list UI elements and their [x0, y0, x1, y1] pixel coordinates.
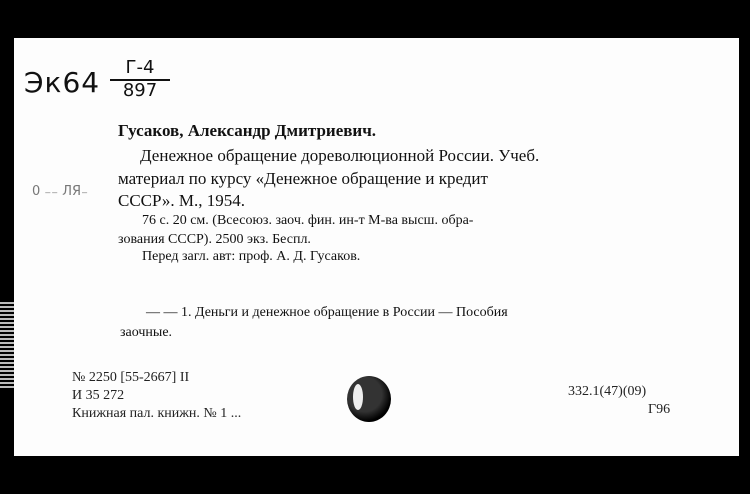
card-edge [0, 300, 14, 390]
margin-note: 0 ₋₋ ЛЯ₋ [32, 184, 88, 199]
shelf-mark-top: Г-4 [110, 58, 170, 81]
note-line: Перед загл. авт: проф. А. Д. Гусаков. [142, 249, 361, 264]
shelf-mark-bottom: 897 [122, 80, 158, 101]
collation-line-1: 76 с. 20 см. (Всесоюз. заоч. фин. ин-т М-ва высш. обра- [142, 213, 474, 228]
stamp-number: № 2250 [55-2667] II [72, 370, 190, 385]
stamp-udc: 332.1(47)(09) [568, 384, 647, 399]
scan-border [0, 456, 750, 494]
title-line-2: материал по курсу «Денежное обращение и кредит [118, 169, 488, 188]
stamp-chamber: Книжная пал. книжн. № 1 ... [72, 406, 242, 421]
title-line-1: Денежное обращение дореволюционной России. Учеб. [140, 146, 540, 165]
author-heading: Гусаков, Александр Дмитриевич. [118, 121, 377, 140]
collation-line-2: зования СССР). 2500 экз. Беспл. [118, 232, 311, 247]
punch-hole [347, 376, 391, 422]
shelf-mark [110, 58, 170, 101]
subject-line-1: — — 1. Деньги и денежное обращение в России — Пособия [146, 305, 508, 320]
title-line-3: СССР». М., 1954. [118, 191, 246, 210]
subject-line-2: заочные. [120, 325, 173, 340]
stamp-author-mark: Г96 [648, 402, 671, 417]
call-number: Эк64 [24, 66, 101, 99]
stamp-index: И 35 272 [72, 388, 125, 403]
